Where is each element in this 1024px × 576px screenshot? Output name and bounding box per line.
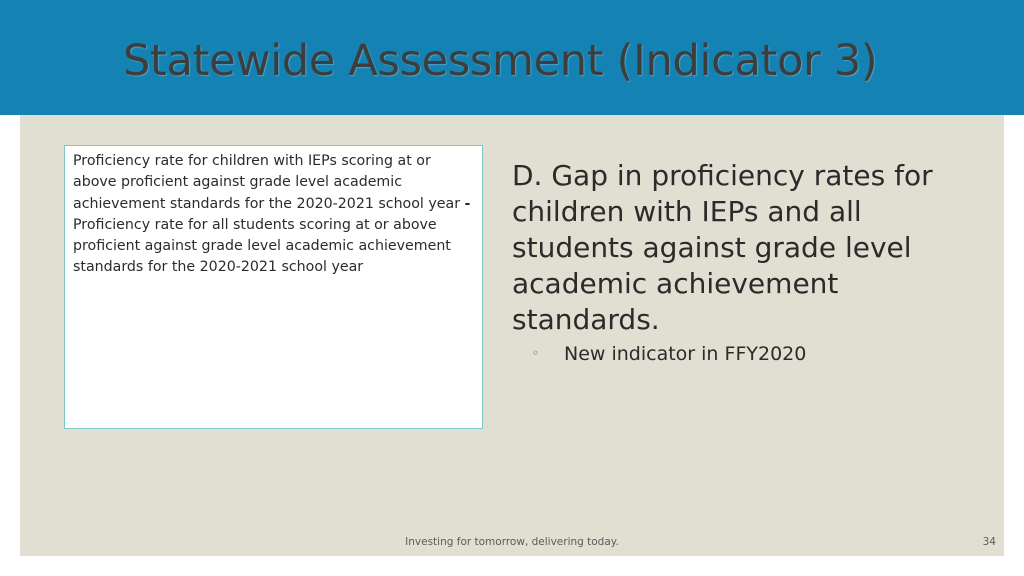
definition-part-2: Proficiency rate for all students scoring at or above proficient against grade level academic achievement standards for the 2020-2021 school year — [73, 216, 451, 276]
sub-bullet — [532, 343, 806, 365]
page-number: 34 — [982, 536, 996, 548]
definition-separator: - — [464, 195, 471, 212]
definition-text-box — [64, 145, 483, 429]
footer-tagline: Investing for tomorrow, delivering today. — [405, 536, 619, 548]
definition-text — [73, 151, 473, 279]
main-bullet-text: D. Gap in proficiency rates for children with IEPs and all students against grade level academic achievement standards. — [512, 159, 933, 336]
bullet-circle-icon: ◦ — [532, 346, 540, 360]
title-bar — [0, 0, 1024, 115]
sub-bullet-text: New indicator in FFY2020 — [564, 343, 807, 365]
definition-part-1: Proficiency rate for children with IEPs scoring at or above proficient against grade level academic achievement standards for the 2020-2021 school year — [73, 153, 465, 212]
slide-title: Statewide Assessment (Indicator 3) — [123, 36, 878, 86]
